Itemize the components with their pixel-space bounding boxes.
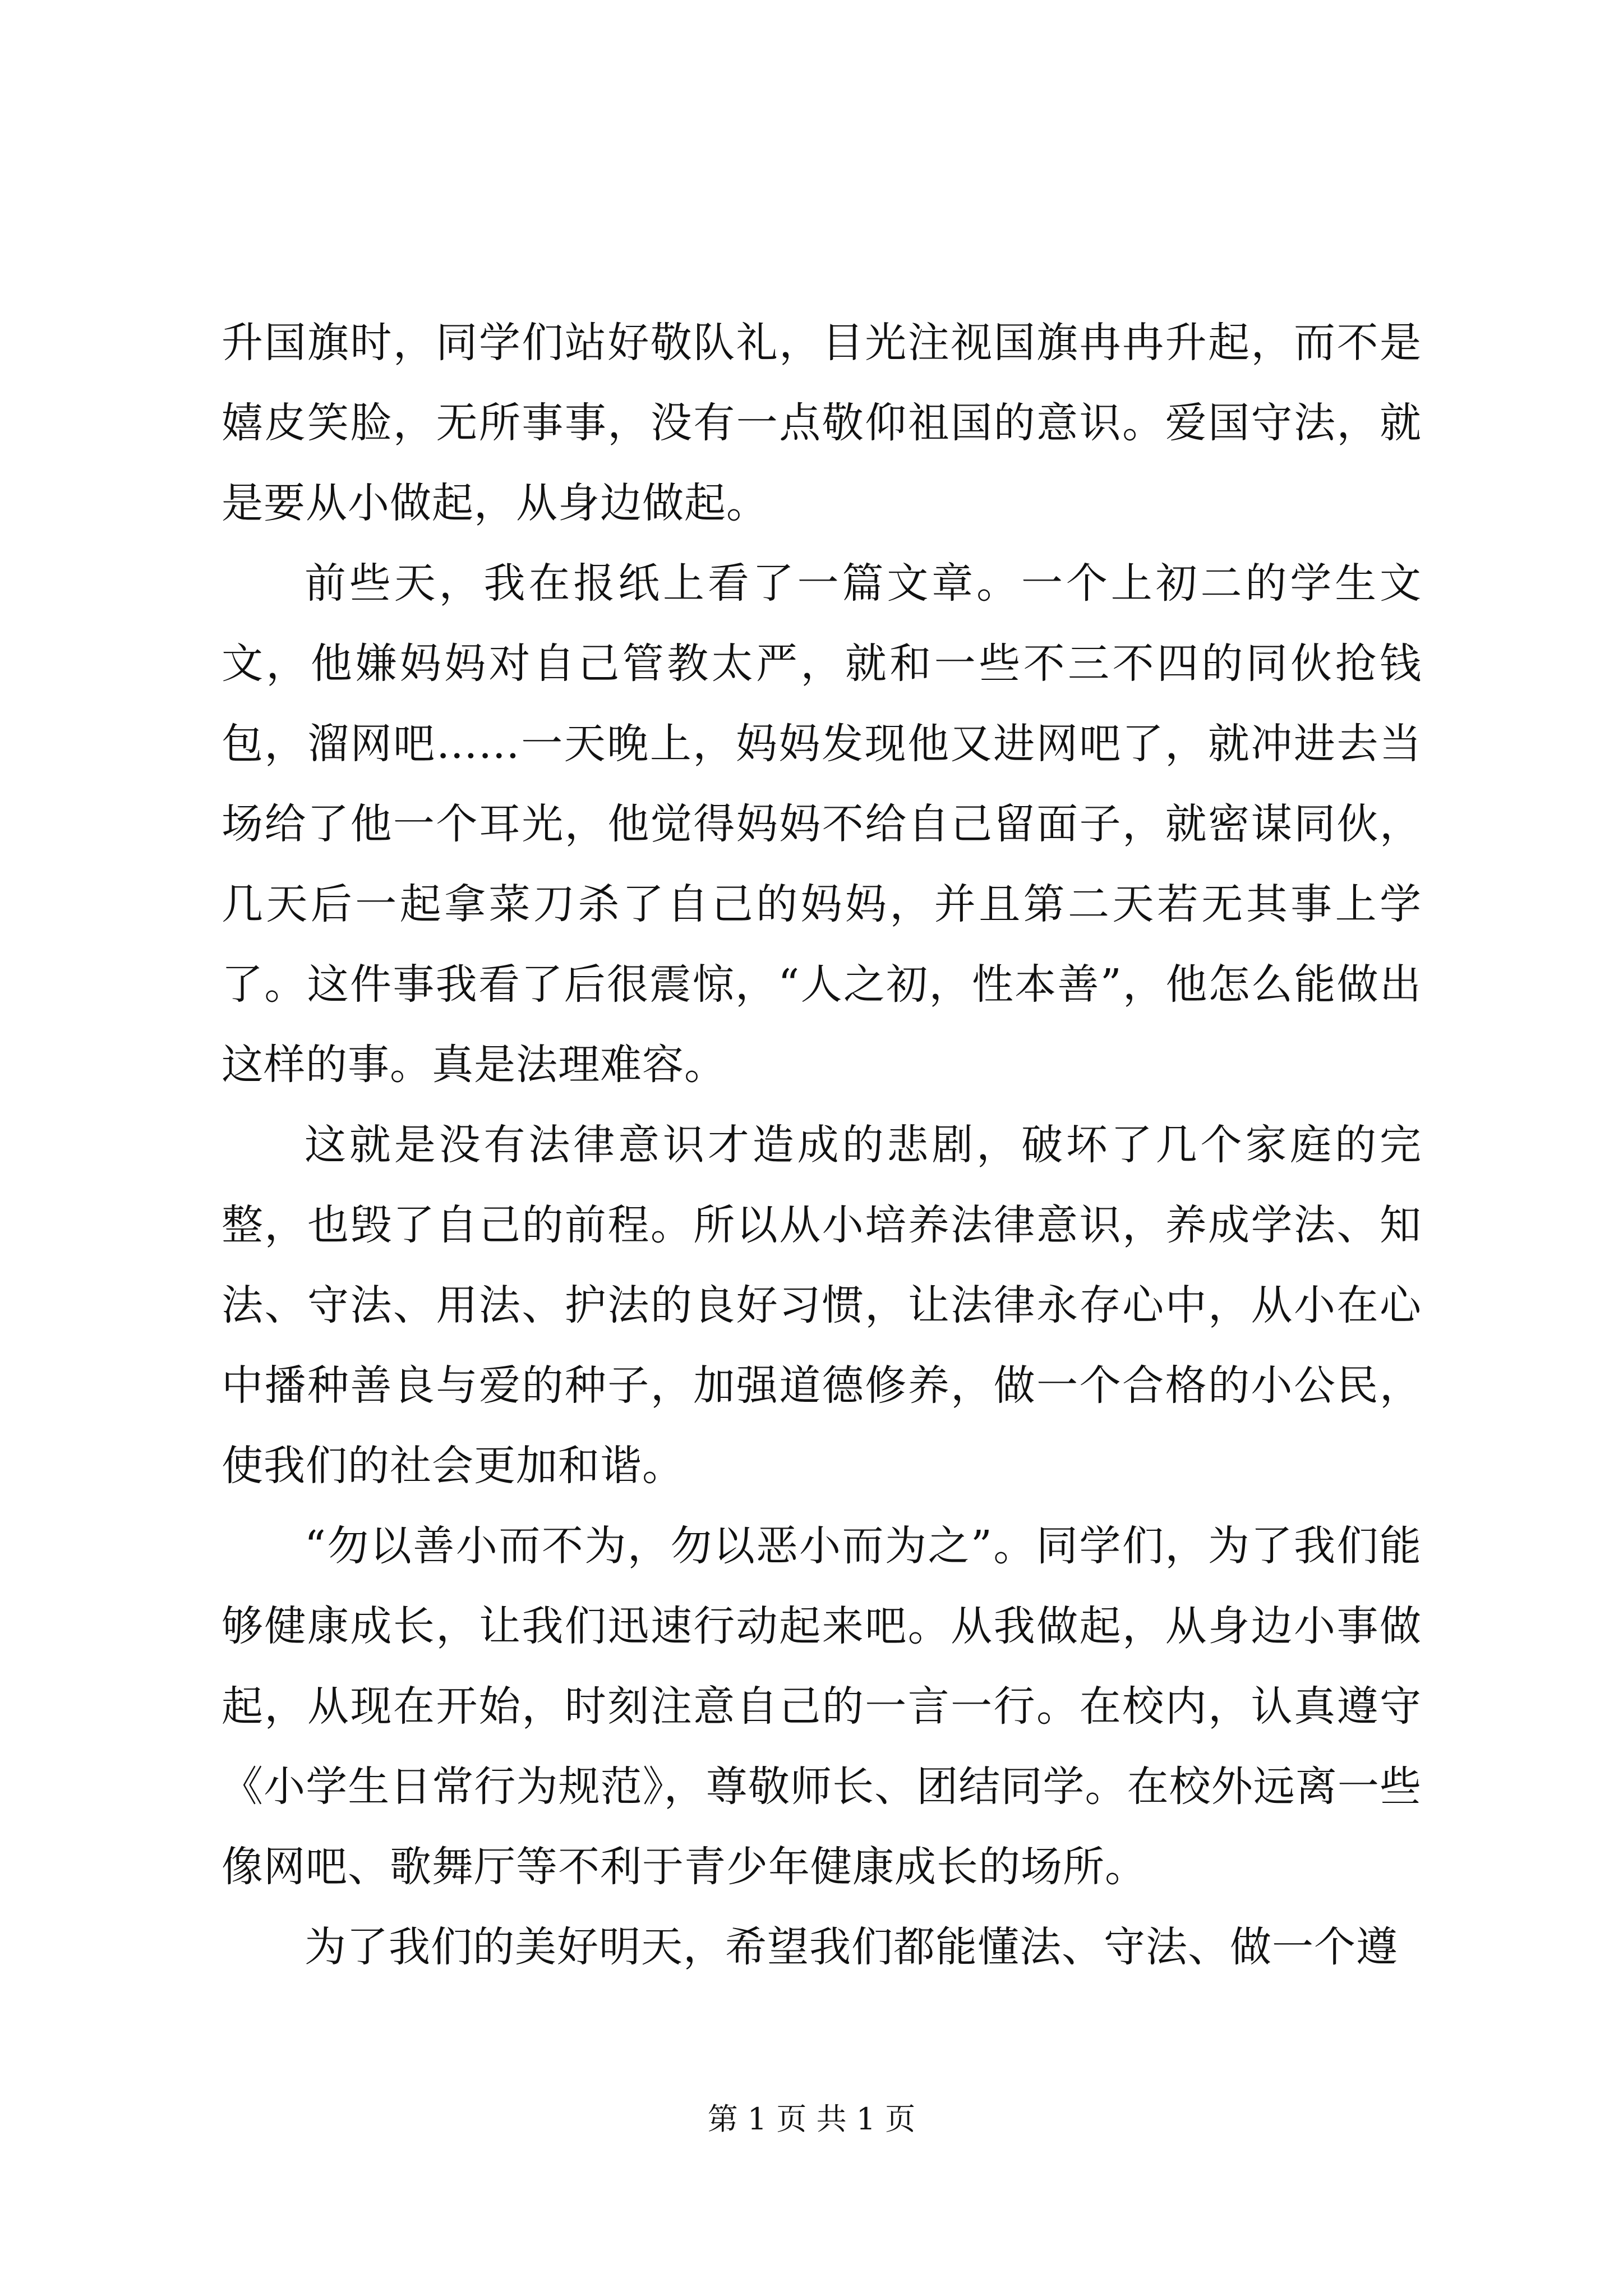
paragraph-5: 为了我们的美好明天，希望我们都能懂法、守法、做一个遵 [305, 1923, 1398, 1971]
paragraph-4: “勿以善小而不为，勿以恶小而为之”。同学们，为了我们能够健康成长，让我们迅速行动起来吧。从我做起，从身边小事做起，从现在开始，时刻注意自己的一言一行。在校内，认真遵守《小学生日常行为规范》，尊敬师长、团结同学。在校外远离一些像网吧、歌舞厅等不利于青少年健康成长的场所。 [222, 1522, 1422, 1891]
paragraph-3: 这就是没有法律意识才造成的悲剧，破坏了几个家庭的完整，也毁了自己的前程。所以从小培养法律意识，养成学法、知法、守法、用法、护法的良好习惯，让法律永存心中，从小在心中播种善良与爱的种子，加强道德修养，做一个合格的小公民，使我们的社会更加和谐。 [222, 1121, 1422, 1490]
page-footer: 第 1 页 共 1 页 [707, 2101, 916, 2137]
paragraph-1: 升国旗时，同学们站好敬队礼，目光注视国旗冉冉升起，而不是嬉皮笑脸，无所事事，没有一点敬仰祖国的意识。爱国守法，就是要从小做起，从身边做起。 [222, 319, 1422, 527]
document-body [222, 303, 1422, 1987]
paragraph-2: 前些天，我在报纸上看了一篇文章。一个上初二的学生文文，他嫌妈妈对自己管教太严，就和一些不三不四的同伙抢钱包，溜网吧……一天晚上，妈妈发现他又进网吧了，就冲进去当场给了他一个耳光，他觉得妈妈不给自己留面子，就密谋同伙，几天后一起拿菜刀杀了自己的妈妈，并且第二天若无其事上学了。这件事我看了后很震惊，“人之初，性本善”，他怎么能做出这样的事。真是法理难容。 [222, 559, 1422, 1089]
